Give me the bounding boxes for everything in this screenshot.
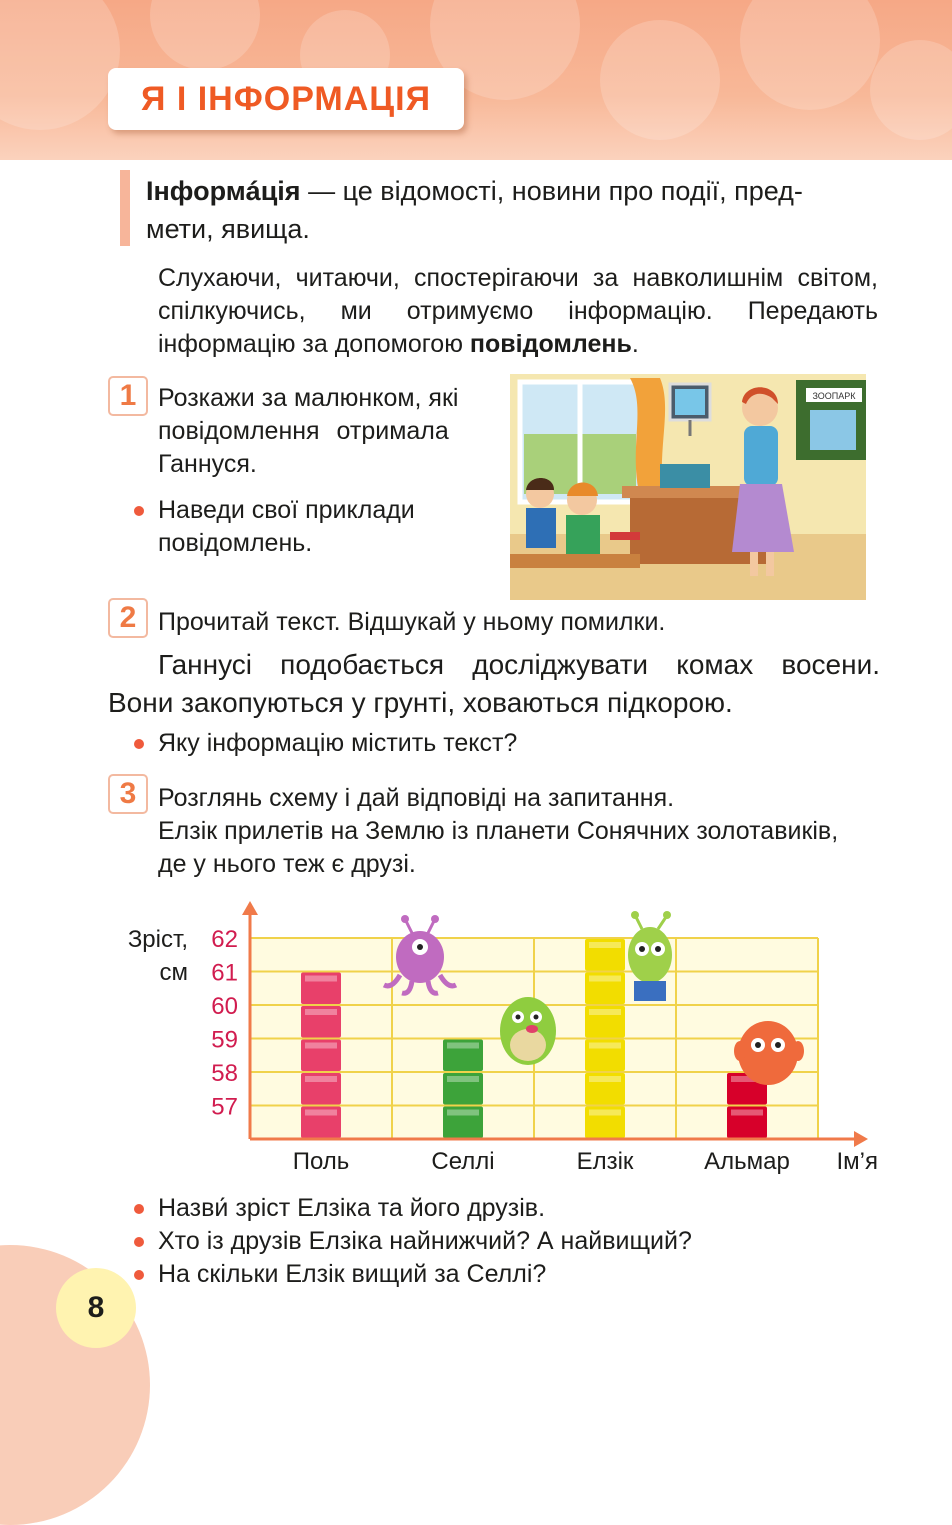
- task1-bullet: [158, 494, 478, 560]
- definition: [146, 172, 876, 248]
- decor-bubble: [0, 0, 120, 130]
- x-tick-label: Поль: [292, 1148, 350, 1175]
- task2-instruction: Прочитай текст. Відшукай у ньому помилки.: [158, 608, 666, 636]
- task2-question: Яку інформацію містить текст?: [158, 729, 518, 757]
- task1-bullet-line: Наведи свої приклади: [158, 496, 415, 524]
- height-chart: [100, 895, 890, 1185]
- bullet-dot: [134, 739, 144, 749]
- bar-highlight: [589, 1043, 621, 1049]
- bar-highlight: [589, 976, 621, 982]
- monster-elzik: [628, 911, 672, 1001]
- intro-paragraph: [158, 262, 878, 361]
- y-tick-label: 61: [211, 959, 238, 987]
- bar-Поль: [301, 973, 341, 1139]
- zoo-sign: ЗООПАРК: [812, 391, 856, 401]
- classroom-drawing: [510, 374, 866, 600]
- bullet-dot: [134, 1237, 144, 1247]
- y-tick-label: 62: [211, 926, 238, 953]
- task1-line: Ганнуся.: [158, 450, 257, 478]
- task1-bullet-line: повідомлень.: [158, 529, 313, 557]
- x-tick-label: Альмар: [704, 1148, 790, 1175]
- bar-highlight: [447, 1076, 479, 1082]
- question-2: Хто із друзів Елзіка найнижчий? А найвищий?: [158, 1227, 692, 1255]
- x-axis-arrow: [854, 1131, 868, 1147]
- x-axis-label: Ім’я: [836, 1148, 878, 1175]
- task1-text: [158, 382, 478, 481]
- x-tick-label: Елзік: [576, 1148, 634, 1175]
- bar-highlight: [589, 1076, 621, 1082]
- definition-text: — це відомості, новини про події, пред-: [300, 176, 803, 206]
- intro-text: Слухаючи, читаючи, спостерігаючи за навколишнім світом, спілкуючись, ми отримуємо інформацію. Передають інформацію за допомогою: [158, 264, 878, 358]
- monster-selli: [500, 997, 556, 1065]
- classroom-illustration: [510, 374, 866, 600]
- page-title: Я І ІНФОРМАЦІЯ: [140, 80, 432, 118]
- definition-text-line2: мети, явища.: [146, 214, 310, 244]
- decor-bubble: [150, 0, 260, 70]
- question-1: Назви́ зріст Елзіка та його друзів.: [158, 1194, 546, 1222]
- y-tick-label: 60: [211, 993, 238, 1020]
- bar-highlight: [305, 1110, 337, 1116]
- task3-line: Елзік прилетів на Землю із планети Сонячних золотавиків,: [158, 817, 839, 845]
- page-number: 8: [87, 1291, 105, 1324]
- task1-line: повідомлення отримала: [158, 417, 449, 445]
- task3-text: [158, 782, 888, 881]
- bullet-dot: [134, 1204, 144, 1214]
- task3-line: де у нього теж є друзі.: [158, 850, 416, 878]
- task-number-1: 1: [108, 376, 148, 416]
- y-tick-label: 57: [211, 1093, 238, 1121]
- title-box: [108, 68, 464, 130]
- task-number-3: 3: [108, 774, 148, 814]
- question-3: На скільки Елзік вищий за Селлі?: [158, 1260, 547, 1288]
- y-axis-label: Зріст,: [127, 926, 188, 953]
- task1-line: Розкажи за малюнком, які: [158, 384, 459, 412]
- bar-highlight: [447, 1043, 479, 1049]
- y-axis-unit: см: [159, 959, 188, 986]
- bar-highlight: [447, 1110, 479, 1116]
- chart-svg: [100, 895, 890, 1185]
- intro-bold-term: повідомлень: [469, 330, 632, 358]
- bar-highlight: [305, 1076, 337, 1082]
- definition-bar: [120, 170, 130, 246]
- y-tick-label: 59: [211, 1026, 238, 1054]
- bar-highlight: [305, 976, 337, 982]
- task3-line: Розглянь схему і дай відповіді на запитання.: [158, 784, 675, 812]
- decor-bubble: [600, 20, 720, 140]
- bar-highlight: [589, 1009, 621, 1015]
- definition-term: Інформáція: [146, 176, 301, 206]
- intro-text-end: .: [631, 330, 639, 358]
- bar-highlight: [589, 942, 621, 948]
- story-line-2: Вони закопуються у грунті, ховаються підкорою.: [108, 687, 733, 718]
- story-line-1: Ганнусі подобається досліджувати комах восени.: [158, 649, 880, 680]
- bar-highlight: [305, 1009, 337, 1015]
- bar-highlight: [731, 1110, 763, 1116]
- decor-bubble: [870, 40, 952, 140]
- y-tick-label: 58: [211, 1060, 238, 1087]
- bar-highlight: [305, 1043, 337, 1049]
- y-axis-arrow: [242, 901, 258, 915]
- x-tick-label: Селлі: [431, 1148, 495, 1175]
- task-number-2: 2: [108, 598, 148, 638]
- bullet-dot: [134, 506, 144, 516]
- bar-Селлі: [443, 1040, 483, 1139]
- decor-bubble: [740, 0, 880, 110]
- bar-highlight: [589, 1110, 621, 1116]
